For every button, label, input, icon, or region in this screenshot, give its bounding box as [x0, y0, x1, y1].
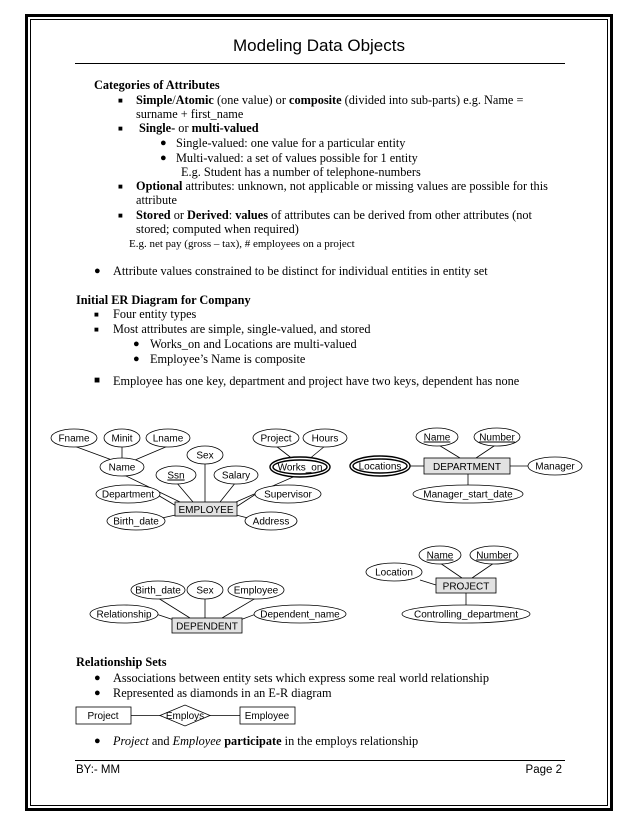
dept-name-label: Name [423, 432, 451, 444]
attributes-heading: Categories of Attributes [94, 78, 220, 92]
relationships-heading: Relationship Sets [76, 655, 167, 669]
simple-line: Simple/Atomic (one value) or composite (divided into sub-parts) e.g. Name = [136, 93, 524, 107]
constraint-line: Attribute values constrained to be distinct for individual entities in entity set [113, 264, 488, 278]
round-bullet: ● [94, 265, 101, 277]
dependent-entity-label: DEPENDENT [176, 621, 238, 633]
square-bullet: ■ [118, 211, 123, 220]
dep-sex-label: Sex [196, 585, 214, 597]
lname-label: Lname [152, 433, 184, 445]
relationships-bullet-1: Associations between entity sets which express some real world relationship [113, 671, 489, 685]
dep-employee-label: Employee [233, 585, 279, 597]
employs-left-label: Project [87, 711, 119, 722]
round-bullet: ● [133, 338, 140, 350]
square-bullet: ■ [118, 124, 123, 133]
project-label: Project [260, 433, 292, 445]
fname-label: Fname [58, 433, 90, 445]
single-multi-line: Single- or multi-valued [139, 121, 259, 135]
controlling-department-label: Controlling_department [414, 609, 518, 621]
dep-birth-date-label: Birth_date [135, 585, 181, 597]
square-bullet: ■ [94, 310, 99, 319]
supervisor-label: Supervisor [264, 489, 312, 501]
simple-line-2: surname + first_name [136, 107, 244, 121]
company-item-3: Employee has one key, department and project have two keys, dependent has none [113, 374, 520, 388]
participate-line: Project and Employee participate in the employs relationship [113, 734, 419, 748]
single-valued-line: Single-valued: one value for a particular entity [176, 136, 406, 150]
sex-label: Sex [196, 450, 214, 462]
example-line: E.g. net pay (gross – tax), # employees on a project [129, 238, 355, 250]
multi-valued-line: Multi-valued: a set of values possible for 1 entity [176, 151, 418, 165]
salary-label: Salary [221, 470, 251, 482]
proj-name-label: Name [426, 550, 454, 562]
optional-line-2: attribute [136, 193, 177, 207]
stored-line-2: stored; computed when required) [136, 222, 299, 236]
proj-number-label: Number [476, 550, 512, 562]
footer-right: Page 2 [525, 764, 562, 776]
square-bullet: ■ [94, 375, 101, 386]
round-bullet: ● [160, 137, 167, 149]
company-item-2: Most attributes are simple, single-valued, and stored [113, 322, 371, 336]
company-item-1: Four entity types [113, 307, 197, 321]
relationship-label: Relationship [96, 609, 152, 621]
dependent-name-label: Dependent_name [260, 609, 340, 621]
minit-label: Minit [111, 433, 133, 445]
works-on-label: Works_on [277, 462, 323, 474]
employee-entity-label: EMPLOYEE [178, 505, 234, 516]
ssn-label: Ssn [167, 470, 185, 482]
locations-label: Locations [358, 461, 402, 473]
location-label: Location [375, 567, 413, 579]
manager-label: Manager [535, 461, 575, 473]
company-sub-1: Works_on and Locations are multi-valued [150, 337, 357, 351]
footer-left: BY:- MM [76, 764, 121, 776]
round-bullet: ● [160, 152, 167, 164]
department-attr-label: Department [101, 489, 155, 501]
company-sub-2: Employee’s Name is composite [150, 352, 306, 366]
birth-date-label: Birth_date [113, 516, 159, 528]
project-entity-label: PROJECT [442, 581, 490, 593]
optional-line: Optional attributes: unknown, not applicable or missing values are possible for this [136, 179, 548, 193]
hours-label: Hours [311, 433, 339, 445]
round-bullet: ● [94, 735, 101, 747]
page-title: Modeling Data Objects [233, 36, 405, 55]
footer-rule [75, 760, 565, 761]
company-heading: Initial ER Diagram for Company [76, 293, 251, 307]
manager-start-date-label: Manager_start_date [423, 489, 513, 501]
square-bullet: ■ [118, 96, 123, 105]
round-bullet: ● [133, 353, 140, 365]
employs-right-label: Employee [244, 711, 290, 722]
relationships-bullet-2: Represented as diamonds in an E-R diagram [113, 686, 332, 700]
round-bullet: ● [94, 687, 101, 699]
name-label: Name [108, 462, 136, 474]
round-bullet: ● [94, 672, 101, 684]
address-label: Address [252, 516, 290, 528]
multi-example-line: E.g. Student has a number of telephone-numbers [181, 165, 421, 179]
employs-rel-label: Employs [165, 711, 205, 722]
department-entity-label: DEPARTMENT [433, 462, 501, 473]
square-bullet: ■ [94, 325, 99, 334]
square-bullet: ■ [118, 182, 123, 191]
stored-line: Stored or Derived: values of attributes can be derived from other attributes (not [136, 208, 532, 222]
dept-number-label: Number [479, 432, 515, 444]
